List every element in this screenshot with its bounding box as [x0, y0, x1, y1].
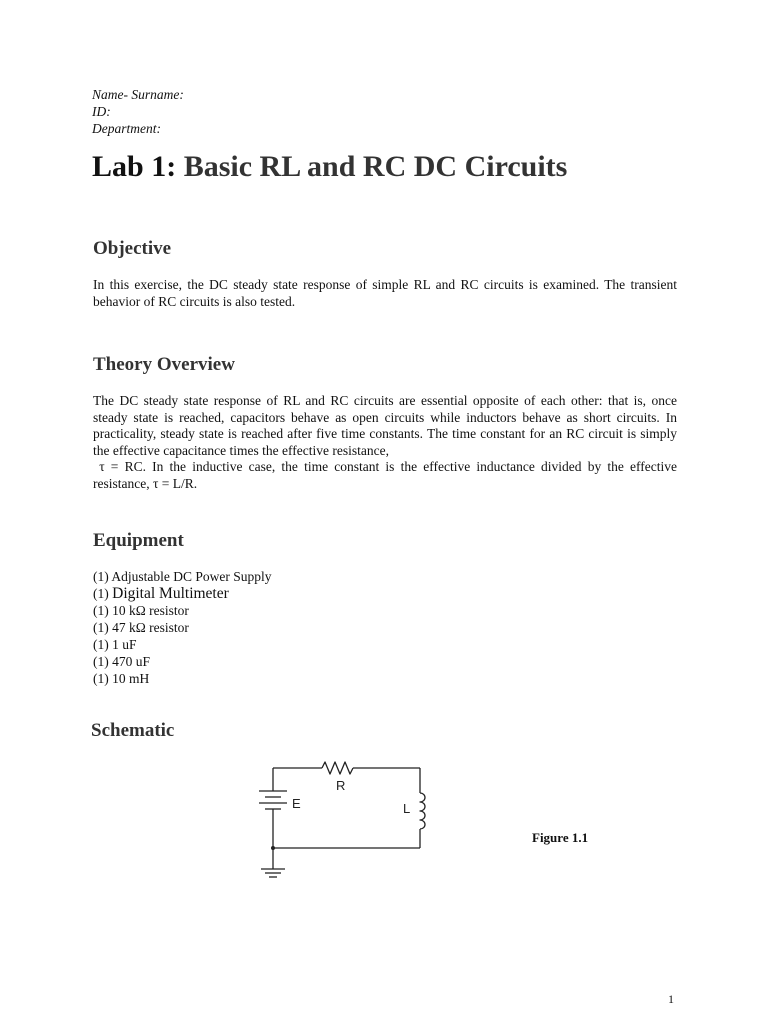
objective-paragraph: In this exercise, the DC steady state response of simple RL and RC circuits is examined. The transient behavior of RC circuits is also tested.	[93, 277, 677, 309]
resistor-symbol	[322, 762, 353, 774]
list-item: (1) 47 kΩ resistor	[93, 620, 189, 635]
junction-dot	[271, 846, 275, 850]
id-label: ID:	[92, 104, 111, 119]
student-info-fields	[92, 86, 184, 137]
inductor-symbol	[420, 793, 425, 829]
list-item: (1) Adjustable DC Power Supply	[93, 569, 272, 584]
title-main: Basic RL and RC DC Circuits	[183, 150, 568, 183]
equipment-list	[93, 568, 272, 687]
theory-paragraph	[93, 393, 677, 493]
list-item: (1) 1 uF	[93, 637, 137, 652]
resistor-label: R	[336, 778, 346, 793]
page-number: 1	[668, 992, 674, 1006]
list-item: (1) 10 kΩ resistor	[93, 603, 189, 618]
list-item: (1) 470 uF	[93, 654, 151, 669]
name-surname-label: Name- Surname:	[92, 87, 184, 102]
list-item: (1) 10 mH	[93, 671, 150, 686]
rl-circuit-schematic	[250, 755, 450, 890]
theory-text-part1: The DC steady state response of RL and RC circuits are essential opposite of each other: that is, once steady state is reached, capacitors behave as open circuits while inductors behave as short circuits. In practicality, steady state is reached after five time constants. The time constant for an RC circuit is simply the effective capacitance times the effective resistance,	[93, 393, 677, 458]
objective-heading: Objective	[93, 238, 172, 259]
theory-heading: Theory Overview	[93, 354, 235, 375]
theory-text-part2: τ = RC. In the inductive case, the time constant is the effective inductance divided by the effective resistance, τ = L/R.	[93, 459, 678, 491]
list-item: (1) Digital Multimeter	[93, 585, 229, 602]
figure-caption: Figure 1.1	[532, 830, 589, 845]
page-title	[92, 150, 567, 184]
schematic-heading: Schematic	[91, 720, 175, 741]
source-label: E	[292, 796, 301, 811]
equipment-heading: Equipment	[93, 530, 184, 551]
title-prefix: Lab 1:	[92, 150, 177, 183]
department-label: Department:	[92, 121, 161, 136]
inductor-label: L	[403, 801, 411, 816]
